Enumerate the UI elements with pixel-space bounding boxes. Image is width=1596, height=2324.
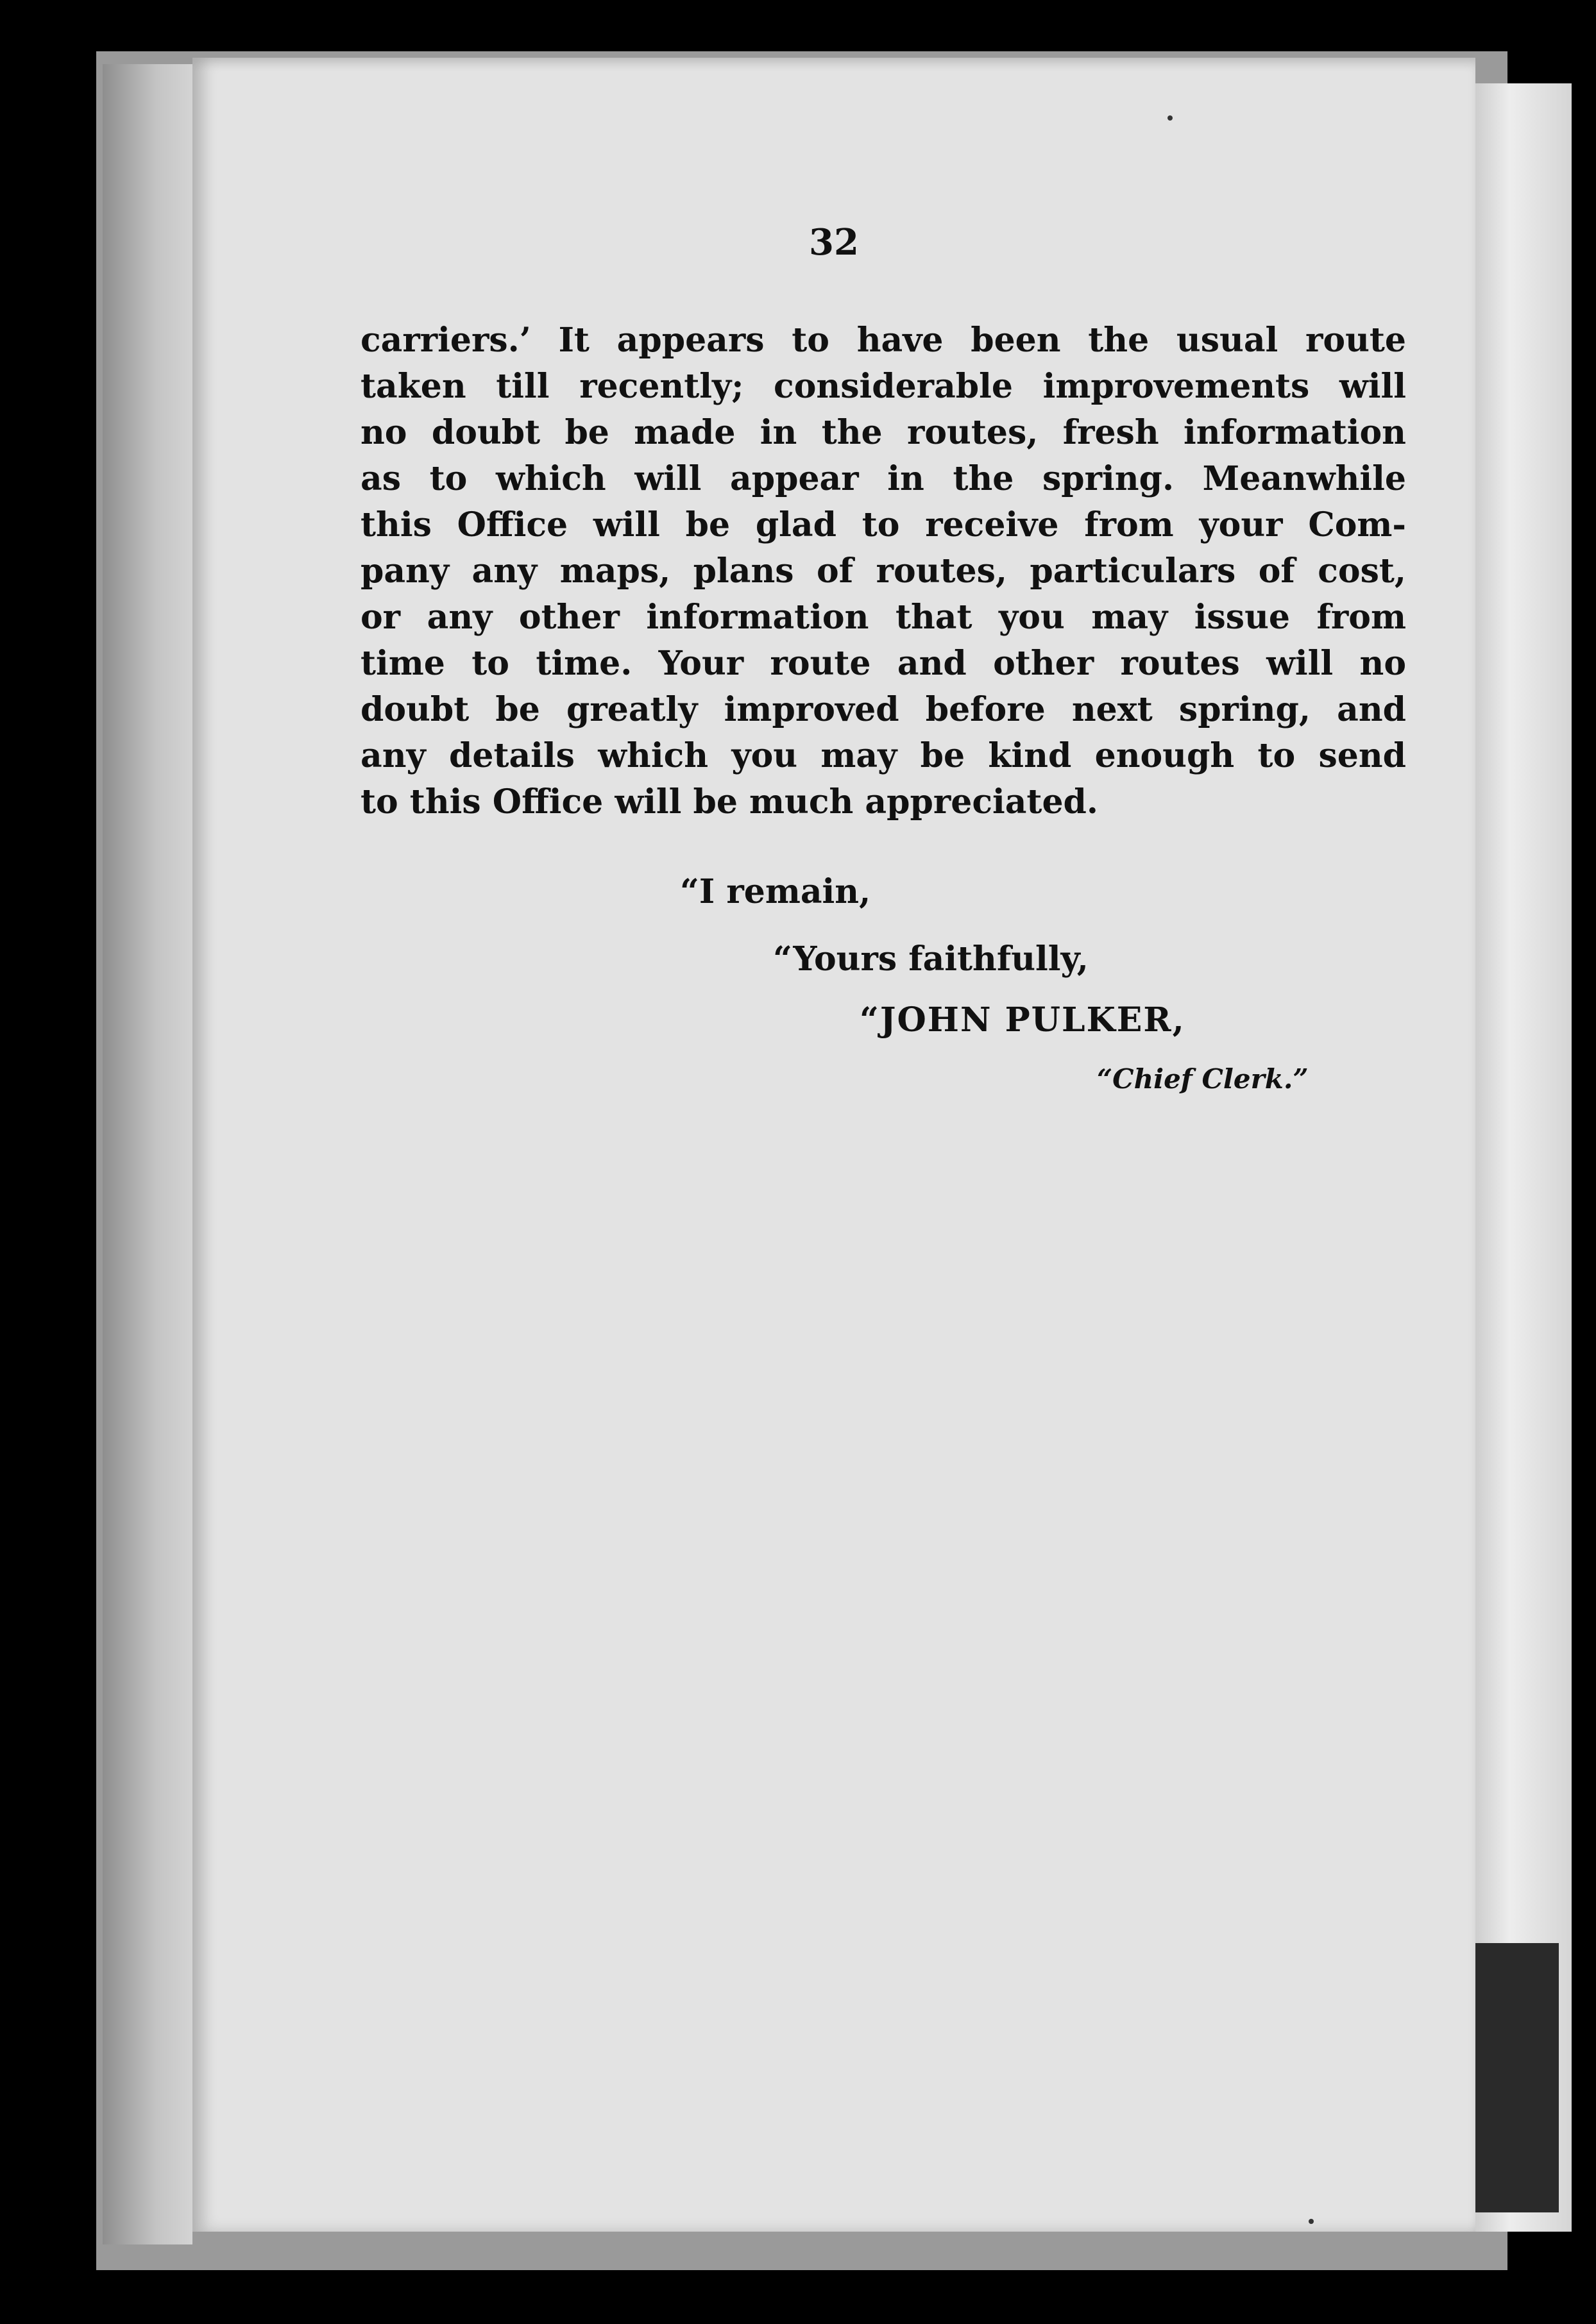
page-number: 32 xyxy=(809,221,859,264)
body-line: or any other information that you may issue from xyxy=(361,598,1406,637)
body-line: pany any maps, plans of routes, particulars of cost, xyxy=(361,552,1406,591)
closing-remain: “I remain, xyxy=(680,872,871,911)
letter-body xyxy=(361,317,1406,825)
body-line: taken till recently; considerable improvements will xyxy=(361,367,1406,406)
closing-yours-faithfully: “Yours faithfully, xyxy=(773,939,1089,979)
body-line: any details which you may be kind enough to send xyxy=(361,736,1406,775)
body-line: no doubt be made in the routes, fresh information xyxy=(361,413,1406,452)
body-line: doubt be greatly improved before next spring, and xyxy=(361,690,1406,729)
right-page-edge xyxy=(1469,83,1572,2232)
body-line: carriers.’ It appears to have been the usual route xyxy=(361,321,1406,360)
signatory-name: “JOHN PULKER, xyxy=(860,1000,1185,1040)
scan-speck xyxy=(1309,2219,1314,2224)
scan-speck xyxy=(1167,115,1173,121)
signatory-title: “Chief Clerk.” xyxy=(1097,1063,1309,1095)
book-page xyxy=(192,58,1475,2232)
body-line: this Office will be glad to receive from your Com- xyxy=(361,505,1406,544)
body-line: to this Office will be much appreciated. xyxy=(361,782,1098,821)
body-line: as to which will appear in the spring. Meanwhile xyxy=(361,459,1406,498)
left-page-edge xyxy=(103,64,192,2244)
body-line: time to time. Your route and other routes will no xyxy=(361,644,1406,683)
right-shadow-band xyxy=(1475,1943,1559,2212)
